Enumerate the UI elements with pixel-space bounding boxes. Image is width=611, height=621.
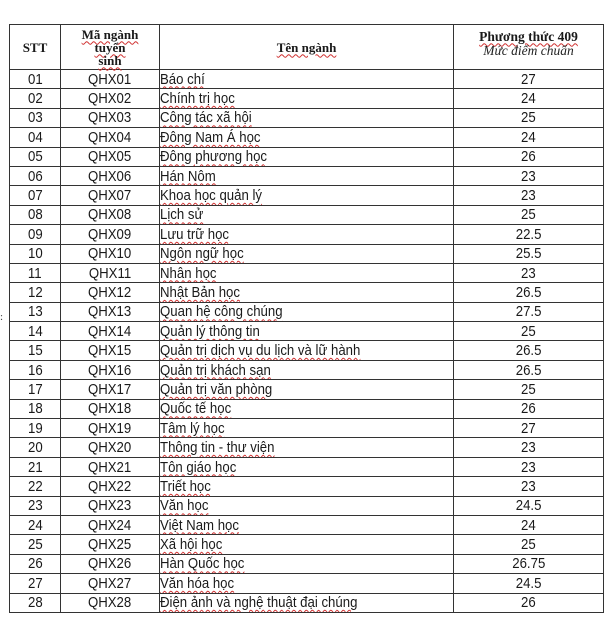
row-code: QHX24 bbox=[88, 516, 132, 534]
row-name-cell bbox=[160, 225, 454, 244]
row-score: 26.75 bbox=[511, 555, 546, 573]
row-name-cell bbox=[160, 380, 454, 399]
row-code-cell bbox=[61, 302, 160, 321]
row-stt-cell bbox=[10, 419, 61, 438]
row-code: QHX11 bbox=[88, 264, 132, 282]
header-method-label: Phương thức 409 bbox=[479, 28, 578, 44]
row-code-cell bbox=[61, 593, 160, 612]
row-name: Việt Nam học bbox=[160, 516, 239, 534]
table-row bbox=[10, 438, 604, 457]
row-code-cell bbox=[61, 477, 160, 496]
header-name bbox=[160, 25, 454, 70]
row-stt-cell bbox=[10, 108, 61, 127]
row-name-cell bbox=[160, 128, 454, 147]
row-name: Hàn Quốc học bbox=[160, 555, 245, 573]
row-code: QHX10 bbox=[88, 245, 132, 263]
row-name-cell bbox=[160, 554, 454, 573]
row-stt: 25 bbox=[27, 536, 43, 554]
row-code: QHX04 bbox=[88, 128, 132, 146]
row-stt-cell bbox=[10, 205, 61, 224]
row-name-cell bbox=[160, 457, 454, 476]
table-row bbox=[10, 89, 604, 108]
row-code: QHX16 bbox=[88, 361, 132, 379]
row-code-cell bbox=[61, 166, 160, 185]
row-code-cell bbox=[61, 244, 160, 263]
row-stt: 23 bbox=[27, 497, 43, 515]
row-score-cell bbox=[454, 108, 604, 127]
row-stt-cell bbox=[10, 70, 61, 89]
row-score-cell bbox=[454, 205, 604, 224]
row-stt: 24 bbox=[27, 516, 43, 534]
row-score: 23 bbox=[521, 264, 536, 282]
row-code: QHX22 bbox=[88, 477, 132, 495]
row-name-cell bbox=[160, 166, 454, 185]
row-score: 27 bbox=[521, 419, 536, 437]
row-score-cell bbox=[454, 593, 604, 612]
row-score: 24 bbox=[521, 516, 536, 534]
row-code-cell bbox=[61, 399, 160, 418]
row-score-cell bbox=[454, 515, 604, 534]
row-stt-cell bbox=[10, 515, 61, 534]
header-score-label: Mức điểm chuẩn bbox=[483, 42, 574, 58]
row-score-cell bbox=[454, 380, 604, 399]
row-code-cell bbox=[61, 554, 160, 573]
row-code-cell bbox=[61, 205, 160, 224]
row-name-cell bbox=[160, 108, 454, 127]
row-name-cell bbox=[160, 515, 454, 534]
table-body bbox=[10, 70, 604, 613]
row-name: Thông tin - thư viện bbox=[160, 439, 275, 457]
table-row bbox=[10, 147, 604, 166]
row-name: Ngôn ngữ học bbox=[160, 245, 244, 263]
header-name-label: Tên ngành bbox=[276, 39, 337, 55]
row-score-cell bbox=[454, 225, 604, 244]
row-stt-cell bbox=[10, 341, 61, 360]
row-score: 25 bbox=[521, 536, 536, 554]
table-row bbox=[10, 419, 604, 438]
row-code-cell bbox=[61, 225, 160, 244]
row-stt: 04 bbox=[27, 128, 43, 146]
row-stt: 07 bbox=[27, 187, 43, 205]
row-name-cell bbox=[160, 186, 454, 205]
row-code: QHX28 bbox=[88, 594, 132, 612]
row-code: QHX26 bbox=[88, 555, 132, 573]
row-score: 26 bbox=[521, 148, 536, 166]
row-code: QHX21 bbox=[88, 458, 132, 476]
row-code-cell bbox=[61, 108, 160, 127]
row-code: QHX15 bbox=[88, 342, 132, 360]
row-name: Nhật Bản học bbox=[160, 283, 240, 301]
row-name-cell bbox=[160, 341, 454, 360]
row-score-cell bbox=[454, 360, 604, 379]
row-stt: 19 bbox=[27, 419, 43, 437]
row-name-cell bbox=[160, 477, 454, 496]
row-name: Quản trị dịch vụ du lịch và lữ hành bbox=[160, 342, 361, 360]
row-name-cell bbox=[160, 302, 454, 321]
row-stt: 27 bbox=[27, 574, 43, 592]
row-stt: 13 bbox=[27, 303, 43, 321]
row-code-cell bbox=[61, 496, 160, 515]
row-stt: 01 bbox=[27, 70, 43, 88]
row-name-cell bbox=[160, 438, 454, 457]
row-score-cell bbox=[454, 341, 604, 360]
table-header-row bbox=[10, 25, 604, 70]
row-stt: 06 bbox=[27, 167, 43, 185]
row-code: QHX20 bbox=[88, 439, 132, 457]
row-stt-cell bbox=[10, 225, 61, 244]
row-score: 24.5 bbox=[515, 497, 542, 515]
row-score-cell bbox=[454, 477, 604, 496]
header-stt: STT bbox=[10, 25, 61, 70]
row-name: Đông Nam Á học bbox=[160, 128, 261, 146]
row-stt: 17 bbox=[27, 380, 43, 398]
row-stt: 03 bbox=[27, 109, 43, 127]
row-code-cell bbox=[61, 360, 160, 379]
row-code: QHX14 bbox=[88, 322, 132, 340]
row-code: QHX07 bbox=[88, 187, 132, 205]
row-stt: 26 bbox=[27, 555, 43, 573]
row-score-cell bbox=[454, 496, 604, 515]
row-score-cell bbox=[454, 399, 604, 418]
row-score-cell bbox=[454, 186, 604, 205]
row-name: Tôn giáo học bbox=[160, 458, 237, 476]
row-code: QHX05 bbox=[88, 148, 132, 166]
row-name-cell bbox=[160, 89, 454, 108]
row-name: Văn học bbox=[160, 497, 209, 515]
row-score: 23 bbox=[521, 458, 536, 476]
table-row bbox=[10, 283, 604, 302]
row-score: 23 bbox=[521, 477, 536, 495]
row-name: Lưu trữ học bbox=[160, 225, 230, 243]
row-name-cell bbox=[160, 593, 454, 612]
row-stt-cell bbox=[10, 438, 61, 457]
table-row bbox=[10, 399, 604, 418]
row-score-cell bbox=[454, 535, 604, 554]
row-stt-cell bbox=[10, 147, 61, 166]
row-score: 24 bbox=[521, 90, 536, 108]
row-score: 26.5 bbox=[515, 361, 542, 379]
table-row bbox=[10, 515, 604, 534]
table-row bbox=[10, 322, 604, 341]
header-code-line3: sinh bbox=[98, 52, 122, 68]
row-stt-cell bbox=[10, 496, 61, 515]
row-code-cell bbox=[61, 380, 160, 399]
row-code-cell bbox=[61, 128, 160, 147]
row-stt-cell bbox=[10, 302, 61, 321]
header-code-line2: tuyển bbox=[94, 39, 126, 55]
row-code-cell bbox=[61, 147, 160, 166]
row-code-cell bbox=[61, 70, 160, 89]
table-row bbox=[10, 360, 604, 379]
row-name-cell bbox=[160, 496, 454, 515]
row-score-cell bbox=[454, 128, 604, 147]
row-name: Quan hệ công chúng bbox=[160, 303, 283, 321]
row-code: QHX02 bbox=[88, 90, 132, 108]
row-stt-cell bbox=[10, 89, 61, 108]
row-score: 27 bbox=[521, 70, 536, 88]
header-code bbox=[61, 25, 160, 70]
row-code: QHX03 bbox=[88, 109, 132, 127]
row-name-cell bbox=[160, 205, 454, 224]
row-score: 26.5 bbox=[515, 283, 542, 301]
row-code: QHX19 bbox=[88, 419, 132, 437]
row-code: QHX27 bbox=[88, 574, 132, 592]
table-row bbox=[10, 496, 604, 515]
row-name-cell bbox=[160, 283, 454, 302]
table-row bbox=[10, 225, 604, 244]
row-stt-cell bbox=[10, 360, 61, 379]
table-row bbox=[10, 457, 604, 476]
row-score: 23 bbox=[521, 187, 536, 205]
row-name: Quản lý thông tin bbox=[160, 322, 260, 340]
table-row bbox=[10, 574, 604, 593]
row-code: QHX18 bbox=[88, 400, 132, 418]
margin-mark: : bbox=[0, 311, 4, 323]
row-score-cell bbox=[454, 574, 604, 593]
row-score-cell bbox=[454, 283, 604, 302]
row-score: 25 bbox=[521, 109, 536, 127]
row-stt-cell bbox=[10, 457, 61, 476]
row-name-cell bbox=[160, 263, 454, 282]
row-code-cell bbox=[61, 419, 160, 438]
row-stt-cell bbox=[10, 593, 61, 612]
row-score: 26 bbox=[521, 594, 536, 612]
row-score: 24.5 bbox=[515, 574, 542, 592]
row-stt-cell bbox=[10, 477, 61, 496]
row-name: Văn hóa học bbox=[160, 574, 235, 592]
row-name-cell bbox=[160, 244, 454, 263]
row-code: QHX12 bbox=[88, 283, 132, 301]
row-score: 22.5 bbox=[515, 225, 542, 243]
row-stt-cell bbox=[10, 244, 61, 263]
row-stt: 11 bbox=[28, 264, 42, 282]
row-score: 23 bbox=[521, 167, 536, 185]
header-code-line1: Mã ngành bbox=[81, 26, 139, 42]
row-score: 25 bbox=[521, 206, 536, 224]
row-score-cell bbox=[454, 89, 604, 108]
row-code: QHX17 bbox=[88, 380, 132, 398]
row-name-cell bbox=[160, 360, 454, 379]
row-name: Báo chí bbox=[160, 70, 205, 88]
row-stt: 18 bbox=[27, 400, 43, 418]
row-stt-cell bbox=[10, 399, 61, 418]
row-code: QHX13 bbox=[88, 303, 132, 321]
row-stt-cell bbox=[10, 263, 61, 282]
row-stt: 09 bbox=[27, 225, 43, 243]
table-row bbox=[10, 205, 604, 224]
row-stt: 21 bbox=[27, 458, 43, 476]
row-stt-cell bbox=[10, 186, 61, 205]
row-code: QHX09 bbox=[88, 225, 132, 243]
row-stt-cell bbox=[10, 380, 61, 399]
row-stt: 14 bbox=[27, 322, 43, 340]
row-score: 23 bbox=[521, 439, 536, 457]
row-stt: 10 bbox=[27, 245, 43, 263]
row-name-cell bbox=[160, 399, 454, 418]
row-code-cell bbox=[61, 535, 160, 554]
row-name-cell bbox=[160, 535, 454, 554]
table-row bbox=[10, 108, 604, 127]
row-name-cell bbox=[160, 574, 454, 593]
table-row bbox=[10, 593, 604, 612]
row-code: QHX08 bbox=[88, 206, 132, 224]
row-name: Nhân học bbox=[160, 264, 217, 282]
row-name: Xã hội học bbox=[160, 536, 223, 554]
row-code: QHX25 bbox=[88, 536, 132, 554]
admission-scores-table bbox=[9, 24, 604, 613]
row-code: QHX23 bbox=[88, 497, 132, 515]
row-name-cell bbox=[160, 70, 454, 89]
header-score bbox=[454, 25, 604, 70]
row-name: Khoa học quản lý bbox=[160, 187, 263, 205]
row-name-cell bbox=[160, 147, 454, 166]
table-row bbox=[10, 535, 604, 554]
row-stt: 08 bbox=[27, 206, 43, 224]
row-code-cell bbox=[61, 341, 160, 360]
row-score-cell bbox=[454, 419, 604, 438]
row-score-cell bbox=[454, 166, 604, 185]
row-name: Điện ảnh và nghệ thuật đại chúng bbox=[160, 594, 358, 612]
row-score: 25 bbox=[521, 322, 536, 340]
row-score-cell bbox=[454, 147, 604, 166]
table-row bbox=[10, 128, 604, 147]
table-row bbox=[10, 70, 604, 89]
row-stt-cell bbox=[10, 322, 61, 341]
row-score-cell bbox=[454, 457, 604, 476]
row-name: Tâm lý học bbox=[160, 419, 225, 437]
row-stt: 22 bbox=[27, 477, 43, 495]
table-row bbox=[10, 166, 604, 185]
table-row bbox=[10, 263, 604, 282]
row-score-cell bbox=[454, 263, 604, 282]
row-score-cell bbox=[454, 438, 604, 457]
row-score-cell bbox=[454, 70, 604, 89]
row-score: 24 bbox=[521, 128, 536, 146]
row-score: 27.5 bbox=[515, 303, 542, 321]
row-stt: 20 bbox=[27, 439, 43, 457]
row-name: Chính trị học bbox=[160, 90, 235, 108]
row-name: Quản trị văn phòng bbox=[160, 380, 273, 398]
row-stt: 28 bbox=[27, 594, 43, 612]
table-row bbox=[10, 380, 604, 399]
row-code: QHX06 bbox=[88, 167, 132, 185]
row-name: Lịch sử bbox=[160, 206, 204, 224]
table-row bbox=[10, 302, 604, 321]
table-row bbox=[10, 477, 604, 496]
row-code-cell bbox=[61, 515, 160, 534]
row-stt: 12 bbox=[27, 283, 43, 301]
table-row bbox=[10, 186, 604, 205]
row-name: Quản trị khách sạn bbox=[160, 361, 271, 379]
row-score: 26 bbox=[521, 400, 536, 418]
row-stt: 05 bbox=[27, 148, 43, 166]
row-score-cell bbox=[454, 322, 604, 341]
row-name: Đông phương học bbox=[160, 148, 268, 166]
row-score: 25.5 bbox=[515, 245, 542, 263]
row-score: 25 bbox=[521, 380, 536, 398]
row-stt-cell bbox=[10, 128, 61, 147]
row-name: Công tác xã hội bbox=[160, 109, 252, 127]
row-stt-cell bbox=[10, 535, 61, 554]
row-stt-cell bbox=[10, 166, 61, 185]
row-stt-cell bbox=[10, 574, 61, 593]
row-code: QHX01 bbox=[88, 70, 132, 88]
row-name-cell bbox=[160, 322, 454, 341]
table-row bbox=[10, 554, 604, 573]
row-score: 26.5 bbox=[515, 342, 542, 360]
row-name: Triết học bbox=[160, 477, 211, 495]
row-code-cell bbox=[61, 89, 160, 108]
row-code-cell bbox=[61, 283, 160, 302]
row-name: Quốc tế học bbox=[160, 400, 232, 418]
table-row bbox=[10, 341, 604, 360]
row-code-cell bbox=[61, 574, 160, 593]
row-name-cell bbox=[160, 419, 454, 438]
row-code-cell bbox=[61, 457, 160, 476]
row-stt: 16 bbox=[27, 361, 43, 379]
row-code-cell bbox=[61, 438, 160, 457]
row-score-cell bbox=[454, 302, 604, 321]
row-stt-cell bbox=[10, 283, 61, 302]
row-name: Hán Nôm bbox=[160, 167, 216, 185]
row-stt: 15 bbox=[27, 342, 43, 360]
row-code-cell bbox=[61, 322, 160, 341]
row-score-cell bbox=[454, 244, 604, 263]
table-row bbox=[10, 244, 604, 263]
row-score-cell bbox=[454, 554, 604, 573]
row-stt: 02 bbox=[27, 90, 43, 108]
row-code-cell bbox=[61, 263, 160, 282]
row-code-cell bbox=[61, 186, 160, 205]
row-stt-cell bbox=[10, 554, 61, 573]
